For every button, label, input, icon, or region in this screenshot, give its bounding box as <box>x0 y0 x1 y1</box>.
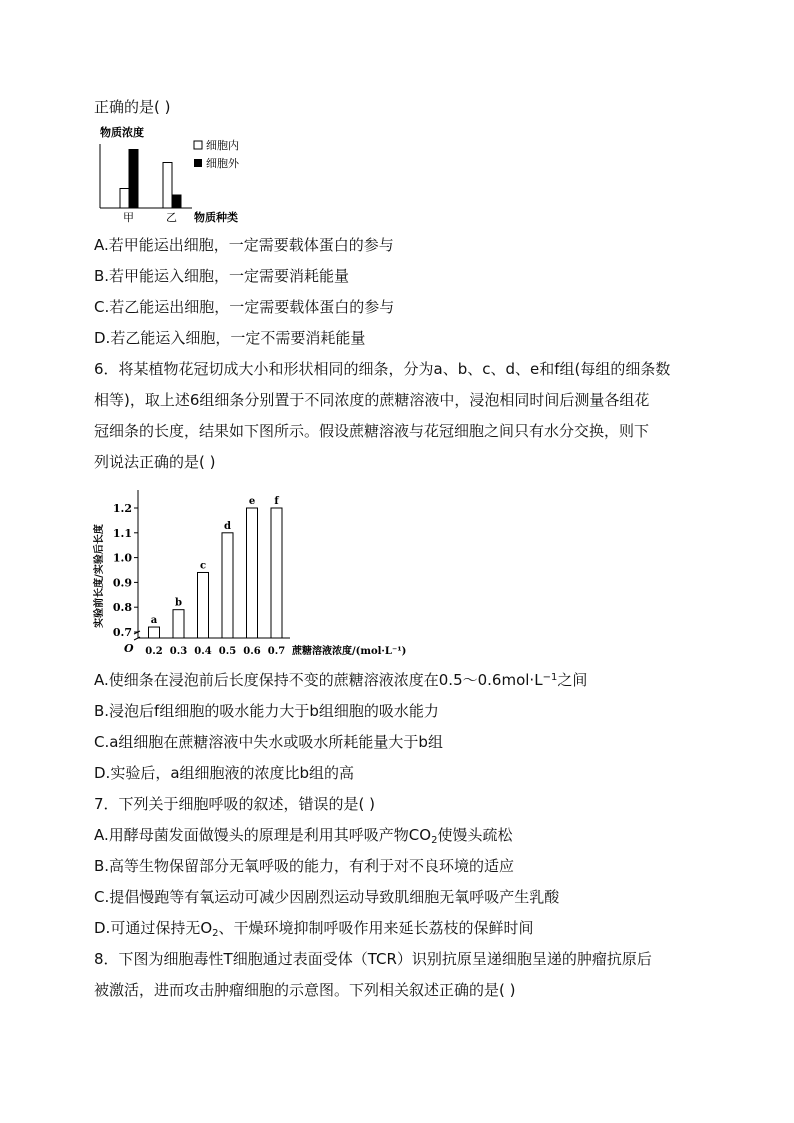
x-tick-label: 0.6 <box>243 646 261 657</box>
bar-label-c: c <box>199 560 207 572</box>
q7-option-d-post: 、干燥环境抑制呼吸作用来延长荔枝的保鲜时间 <box>218 919 534 937</box>
q6-chart <box>90 484 430 664</box>
q6-option-c: C.a组细胞在蔗糖溶液中失水或吸水所耗能量大于b组 <box>94 733 443 751</box>
q7-option-d-sub: 2 <box>212 928 219 939</box>
q5-chart <box>94 124 274 224</box>
q6-option-a-sup: −1 <box>542 672 558 683</box>
y-tick-label: 1.2 <box>112 502 132 515</box>
bar-甲-细胞内 <box>120 189 129 209</box>
q5-chart-cat-1: 甲 <box>123 211 134 224</box>
x-tick-label: 0.2 <box>145 646 163 657</box>
q5-option-a: A.若甲能运出细胞，一定需要载体蛋白的参与 <box>94 236 394 254</box>
x-tick-label: 0.4 <box>194 646 212 657</box>
bar-f <box>271 508 282 638</box>
q6-stem-line-3: 冠细条的长度，结果如下图所示。假设蔗糖溶液与花冠细胞之间只有水分交换，则下 <box>94 422 650 440</box>
q6-chart-xlabel: 蔗糖溶液浓度/(mol·L⁻¹) <box>292 646 407 657</box>
q7-option-b: B.高等生物保留部分无氧呼吸的能力，有利于对不良环境的适应 <box>94 857 515 875</box>
bar-c <box>198 572 209 638</box>
q6-chart-origin: O <box>124 642 134 655</box>
q6-stem-line-4: 列说法正确的是( ) <box>94 453 216 471</box>
bar-label-b: b <box>175 597 182 609</box>
bar-甲-细胞外 <box>129 150 138 209</box>
bar-label-a: a <box>150 615 158 627</box>
q5-option-d: D.若乙能运入细胞，一定不需要消耗能量 <box>94 329 366 347</box>
bar-e <box>247 508 258 638</box>
y-tick-label: 1.1 <box>112 526 132 540</box>
q7-option-a-post: 使馒头疏松 <box>437 826 513 844</box>
q6-option-a <box>94 670 587 690</box>
x-tick-label: 0.7 <box>267 646 286 657</box>
q6-stem-line-2: 相等)，取上述6组细条分别置于不同浓度的蔗糖溶液中，浸泡相同时间后测量各组花 <box>94 391 650 409</box>
q5-option-c: C.若乙能运出细胞，一定需要载体蛋白的参与 <box>94 298 395 316</box>
bar-b <box>173 610 184 638</box>
q6-option-b: B.浸泡后f组细胞的吸水能力大于b组细胞的吸水能力 <box>94 702 439 720</box>
q5-stem-tail: 正确的是( ) <box>94 98 171 116</box>
bar-label-e: e <box>248 496 256 507</box>
q7-option-a <box>94 825 512 845</box>
y-tick-label: 0.7 <box>112 626 132 639</box>
q7-option-a-sub: 2 <box>431 835 438 846</box>
q7-option-d <box>94 918 534 938</box>
y-tick-label: 0.9 <box>112 576 132 590</box>
q5-chart-xlabel: 物质种类 <box>194 211 238 224</box>
x-tick-label: 0.3 <box>169 646 188 657</box>
legend-swatch-inside <box>194 141 202 149</box>
q8-stem-line-1: 8．下图为细胞毒性T细胞通过表面受体（TCR）识别抗原呈递细胞呈递的肿瘤抗原后 <box>94 950 652 968</box>
bar-乙-细胞外 <box>172 195 181 208</box>
bar-label-f: f <box>274 496 279 507</box>
q5-chart-cat-2: 乙 <box>166 211 177 224</box>
q6-option-d: D.实验后，a组细胞液的浓度比b组的高 <box>94 764 355 782</box>
q5-chart-ylabel: 物质浓度 <box>100 126 144 139</box>
bar-a <box>149 627 160 638</box>
legend-swatch-outside <box>194 159 202 167</box>
q7-option-a-pre: A.用酵母菌发面做馒头的原理是利用其呼吸产物CO <box>94 826 432 844</box>
q5-option-b: B.若甲能运入细胞，一定需要消耗能量 <box>94 267 350 285</box>
q7-option-d-pre: D.可通过保持无O <box>94 919 213 937</box>
q6-option-a-text: A.使细条在浸泡前后长度保持不变的蔗糖溶液浓度在0.5～0.6mol·L <box>94 671 543 689</box>
legend-label-inside: 细胞内 <box>206 139 239 152</box>
q6-option-a-end: 之间 <box>557 671 588 689</box>
bar-d <box>222 533 233 638</box>
bar-label-d: d <box>224 520 231 532</box>
q8-stem-line-2: 被激活，进而攻击肿瘤细胞的示意图。下列相关叙述正确的是( ) <box>94 981 516 999</box>
y-tick-label: 0.8 <box>112 601 132 615</box>
x-tick-label: 0.5 <box>218 646 237 657</box>
y-tick-label: 1.0 <box>112 551 132 565</box>
q7-stem: 7．下列关于细胞呼吸的叙述，错误的是( ) <box>94 795 376 813</box>
q6-chart-ylabel: 实验前长度/实验后长度 <box>94 524 105 628</box>
bar-乙-细胞内 <box>163 163 172 209</box>
q6-stem-line-1: 6．将某植物花冠切成大小和形状相同的细条，分为a、b、c、d、e和f组(每组的细条数 <box>94 360 671 378</box>
legend-label-outside: 细胞外 <box>206 157 239 170</box>
q7-option-c: C.提倡慢跑等有氧运动可减少因剧烈运动导致肌细胞无氧呼吸产生乳酸 <box>94 888 560 906</box>
